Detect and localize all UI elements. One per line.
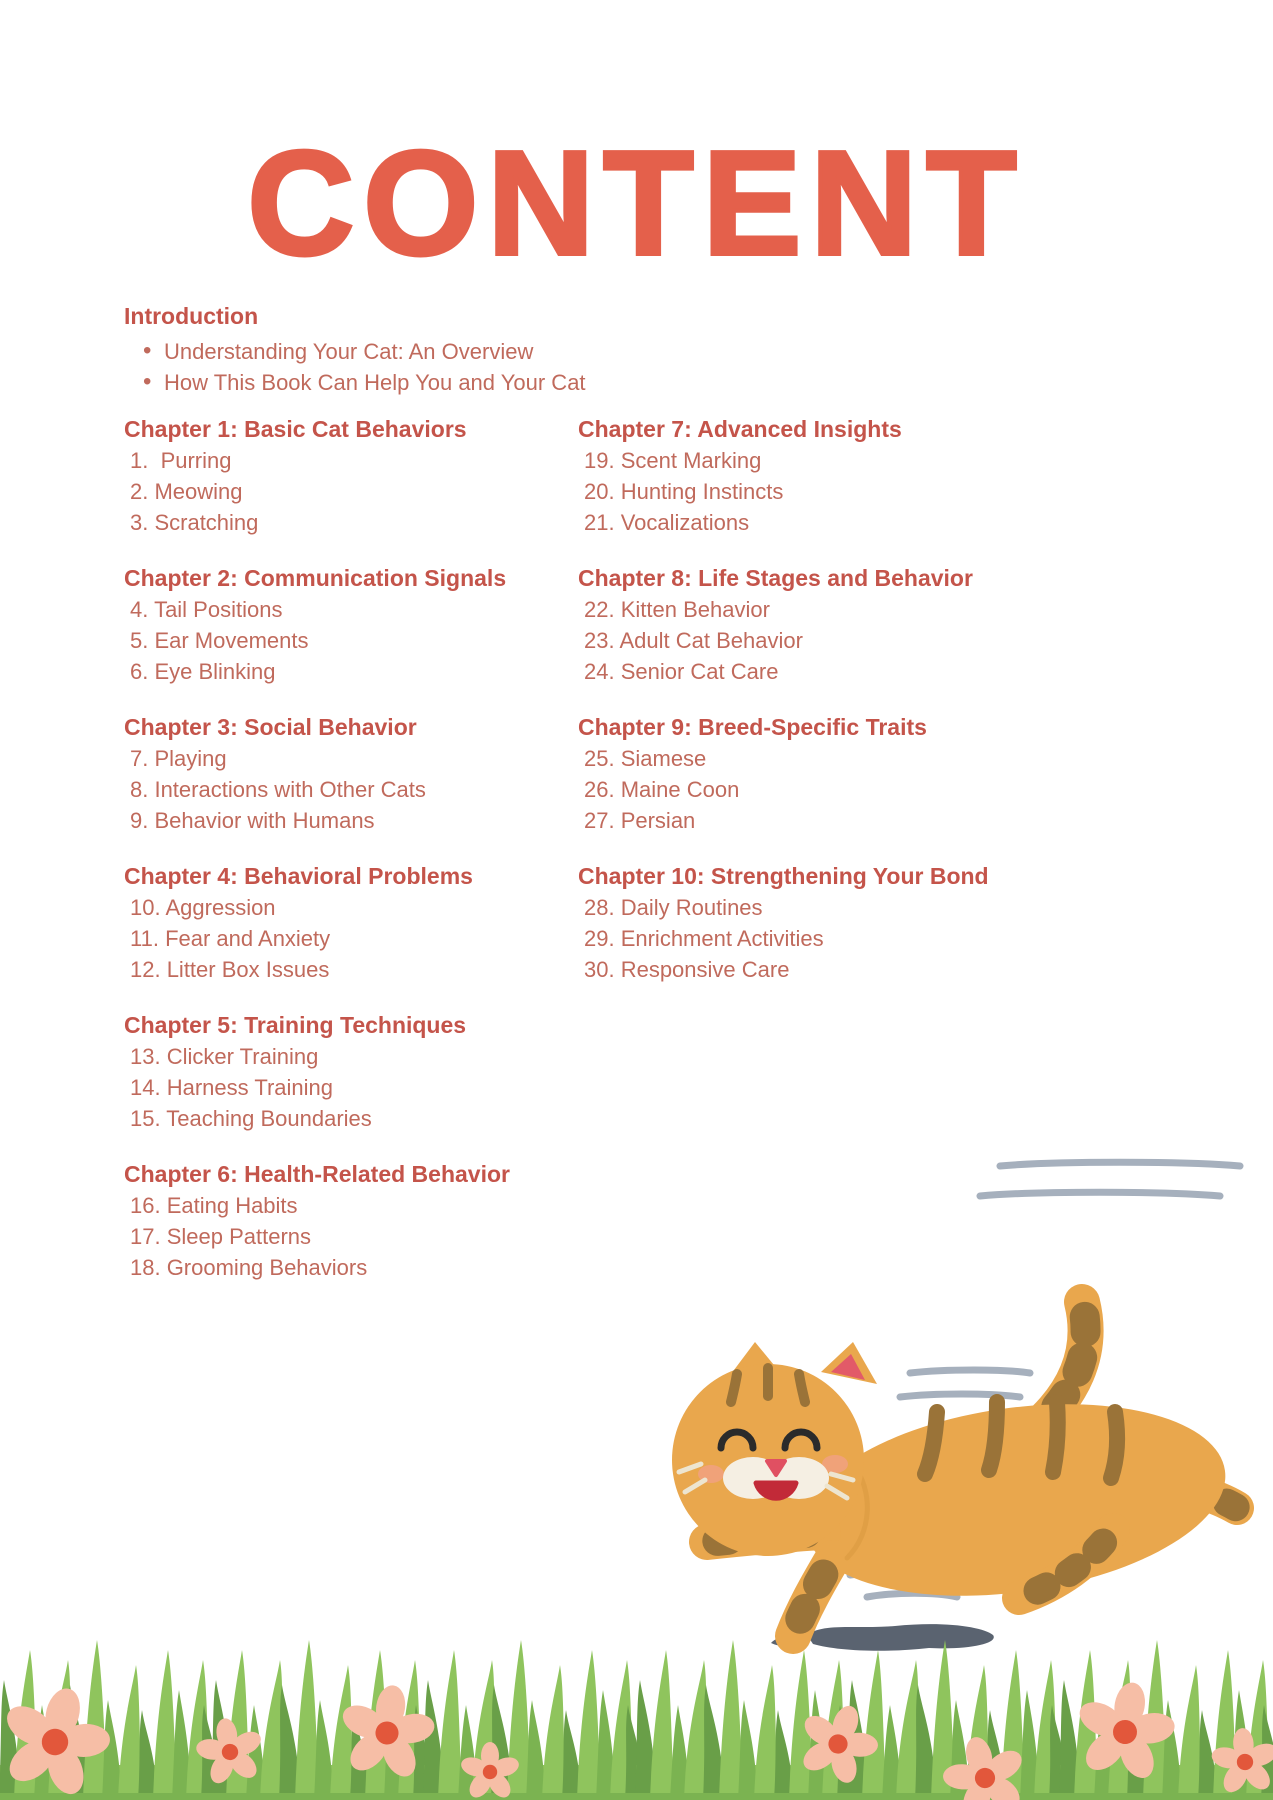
chapter-item-list	[124, 895, 569, 983]
toc-item: 8. Interactions with Other Cats	[130, 777, 426, 802]
toc-item: 23. Adult Cat Behavior	[584, 628, 803, 653]
chapter-heading: Chapter 10: Strengthening Your Bond	[578, 863, 989, 889]
toc-item: 27. Persian	[584, 808, 696, 833]
toc-item: 19. Scent Marking	[584, 448, 762, 473]
chapter-heading: Chapter 9: Breed-Specific Traits	[578, 714, 927, 740]
toc-item: 16. Eating Habits	[130, 1193, 298, 1218]
toc-item: 25. Siamese	[584, 746, 707, 771]
toc-item: 17. Sleep Patterns	[130, 1224, 312, 1249]
chapter-heading: Chapter 4: Behavioral Problems	[124, 863, 473, 889]
chapter-heading: Chapter 1: Basic Cat Behaviors	[124, 416, 467, 442]
introduction-list	[124, 339, 684, 396]
chapter-item-list	[124, 1193, 569, 1281]
chapter-item-list	[578, 597, 1058, 685]
chapter-heading: Chapter 5: Training Techniques	[124, 1012, 467, 1038]
chapter-item-list	[124, 597, 569, 685]
introduction-heading: Introduction	[124, 303, 259, 329]
toc-item: 26. Maine Coon	[584, 777, 740, 802]
toc-item: 30. Responsive Care	[584, 957, 790, 982]
toc-item: 21. Vocalizations	[584, 510, 750, 535]
toc-item: 13. Clicker Training	[130, 1044, 319, 1069]
toc-item: 2. Meowing	[130, 479, 243, 504]
toc-item: 1. Purring	[130, 448, 232, 473]
toc-item: 28. Daily Routines	[584, 895, 763, 920]
introduction-bullet: • How This Book Can Help You and Your Cat	[124, 370, 684, 396]
toc-column-right	[578, 416, 1058, 1012]
page-title: CONTENT	[247, 121, 1026, 286]
chapter-item-list	[124, 746, 569, 834]
toc-item: 24. Senior Cat Care	[584, 659, 779, 684]
chapter-heading: Chapter 3: Social Behavior	[124, 714, 417, 740]
chapter-block	[124, 863, 569, 983]
chapter-block	[578, 416, 1058, 536]
toc-item: 18. Grooming Behaviors	[130, 1255, 368, 1280]
toc-item: 10. Aggression	[130, 895, 276, 920]
toc-item: 29. Enrichment Activities	[584, 926, 824, 951]
chapter-block	[578, 863, 1058, 983]
chapter-block	[578, 565, 1058, 685]
chapter-item-list	[578, 448, 1058, 536]
chapter-heading: Chapter 7: Advanced Insights	[578, 416, 902, 442]
grass-border	[0, 1625, 1273, 1800]
toc-item: 11. Fear and Anxiety	[130, 926, 331, 951]
running-cat-illustration	[585, 1130, 1255, 1670]
introduction-bullet: • Understanding Your Cat: An Overview	[124, 339, 684, 365]
toc-item: 12. Litter Box Issues	[130, 957, 330, 982]
toc-item: 20. Hunting Instincts	[584, 479, 784, 504]
chapter-heading: Chapter 8: Life Stages and Behavior	[578, 565, 973, 591]
chapter-block	[578, 714, 1058, 834]
chapter-item-list	[124, 448, 569, 536]
chapter-block	[124, 1161, 569, 1281]
chapter-heading: Chapter 6: Health-Related Behavior	[124, 1161, 510, 1187]
chapter-item-list	[124, 1044, 569, 1132]
introduction-section	[124, 303, 684, 401]
chapter-item-list	[578, 895, 1058, 983]
chapter-block	[124, 1012, 569, 1132]
toc-item: 14. Harness Training	[130, 1075, 333, 1100]
chapter-block	[124, 714, 569, 834]
chapter-heading: Chapter 2: Communication Signals	[124, 565, 507, 591]
toc-item: 5. Ear Movements	[130, 628, 309, 653]
toc-item: 9. Behavior with Humans	[130, 808, 375, 833]
toc-item: 15. Teaching Boundaries	[130, 1106, 372, 1131]
toc-item: 22. Kitten Behavior	[584, 597, 770, 622]
toc-item: 6. Eye Blinking	[130, 659, 276, 684]
chapter-block	[124, 416, 569, 536]
toc-column-left	[124, 416, 569, 1310]
chapter-block	[124, 565, 569, 685]
toc-item: 7. Playing	[130, 746, 227, 771]
toc-item: 4. Tail Positions	[130, 597, 283, 622]
chapter-item-list	[578, 746, 1058, 834]
toc-item: 3. Scratching	[130, 510, 259, 535]
